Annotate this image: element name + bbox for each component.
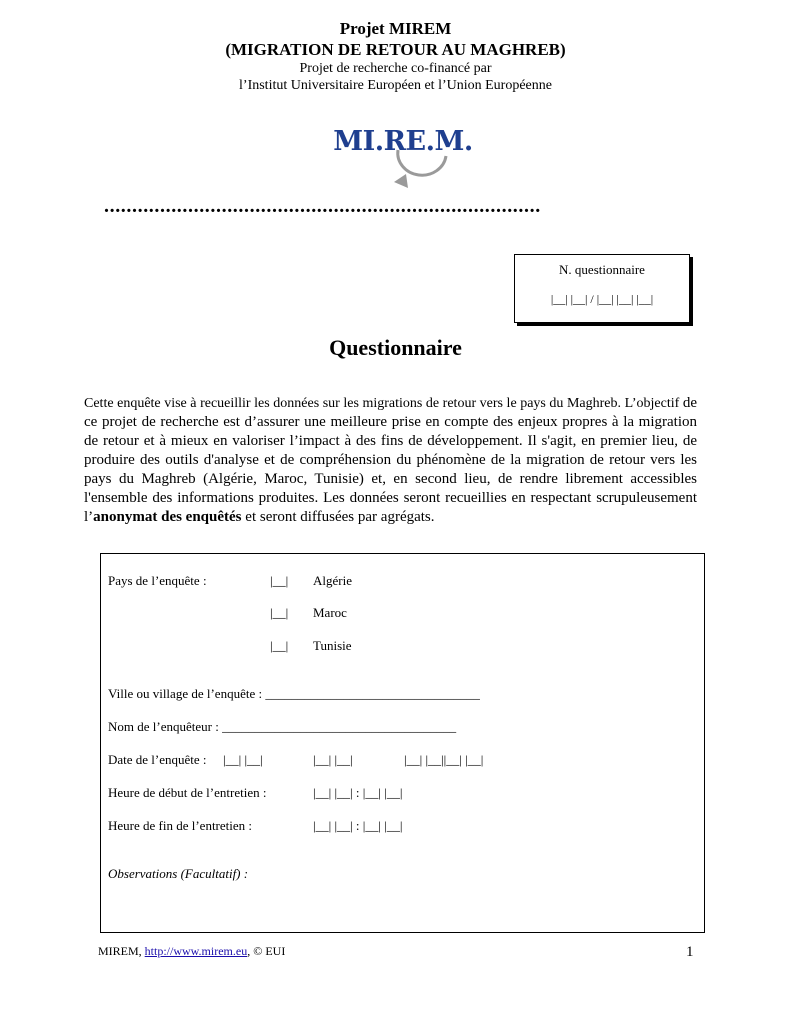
dotted-separator: ..............................................................................	[104, 196, 541, 216]
project-subtitle: (MIGRATION DE RETOUR AU MAGHREB)	[225, 40, 566, 59]
country-label: Pays de l’enquête :	[108, 573, 207, 588]
start-time-label: Heure de début de l’entretien :	[108, 785, 267, 800]
end-time-field[interactable]: |__| |__| : |__| |__|	[313, 818, 403, 833]
footer-suffix: , © EUI	[247, 944, 286, 958]
project-title: Projet MIREM	[339, 19, 452, 38]
survey-form	[100, 553, 705, 933]
questionnaire-number-box	[514, 254, 690, 323]
intro-text-1: Cette enquête vise à recueillir les données sur les migrations de retour vers le pays du Maghreb. L’objectif	[84, 396, 683, 411]
intro-text-3: et seront diffusées par agrégats.	[241, 509, 435, 525]
document-header	[0, 18, 791, 94]
start-time-field[interactable]: |__| |__| : |__| |__|	[313, 785, 403, 800]
page-footer	[98, 944, 285, 959]
page-title: Questionnaire	[329, 335, 462, 360]
checkbox-algerie[interactable]: |__|	[270, 573, 289, 588]
page-number: 1	[686, 944, 694, 960]
country-option-tunisie: Tunisie	[313, 638, 352, 653]
checkbox-maroc[interactable]: |__|	[270, 605, 289, 620]
country-option-maroc: Maroc	[313, 605, 347, 620]
intro-paragraph	[84, 394, 697, 527]
date-year-field[interactable]: |__| |__||__| |__|	[404, 752, 484, 767]
date-label: Date de l’enquête :	[108, 752, 207, 767]
footer-prefix: MIREM,	[98, 944, 145, 958]
intro-bold-text: anonymat des enquêtés	[93, 509, 242, 525]
questionnaire-number-label: N. questionnaire	[559, 262, 645, 277]
date-day-field[interactable]: |__| |__|	[223, 752, 263, 767]
questionnaire-number-field[interactable]: |__| |__| / |__| |__| |__|	[550, 292, 654, 306]
checkbox-tunisie[interactable]: |__|	[270, 638, 289, 653]
mirem-logo	[328, 112, 478, 192]
date-month-field[interactable]: |__| |__|	[313, 752, 353, 767]
observations-field[interactable]: Observations (Facultatif) :	[108, 866, 249, 881]
logo-text: MI.RE.M.	[333, 126, 473, 157]
country-option-algerie: Algérie	[313, 573, 352, 588]
funding-line-1: Projet de recherche co-financé par	[299, 61, 492, 76]
city-field[interactable]: Ville ou village de l’enquête : _________________________________	[108, 686, 480, 701]
interviewer-field[interactable]: Nom de l’enquêteur : ____________________________________	[108, 719, 457, 734]
end-time-label: Heure de fin de l’entretien :	[108, 818, 253, 833]
footer-link[interactable]: http://www.mirem.eu	[144, 944, 248, 958]
intro-text-2: de ce projet de recherche est d’assurer une meilleure prise en compte des enjeux propres à la migration de retour et à mieux en valoriser l’impact à des fins de développement. Il s'agit, en premier lieu, de produire des outils d'analyse et de compréhension du phénomène de la migration de retour vers les pays du Maghreb (Algérie, Maroc, Tunisie) et, en second lieu, de rendre librement accessibles l'ensemble des informations produites. Les données seront recueillies en respectant scrupuleusement l’	[84, 395, 697, 525]
funding-line-2: l’Institut Universitaire Européen et l’Union Européenne	[239, 78, 552, 93]
